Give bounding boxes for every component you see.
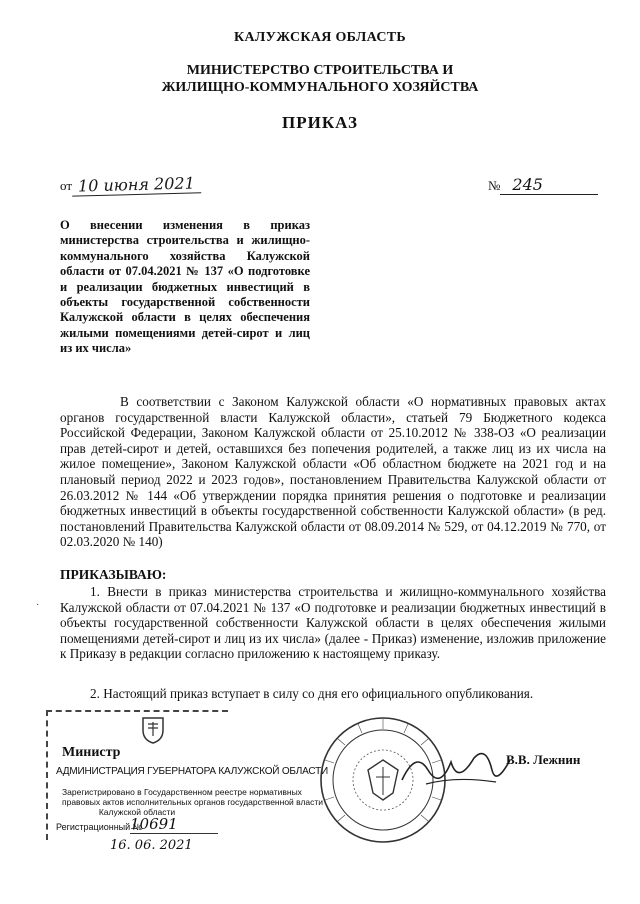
signature-icon (396, 740, 516, 800)
stamp-text-line-2: правовых актов исполнительных органов государственной власти (62, 797, 324, 807)
order-item-1: 1. Внести в приказ министерства строительства и жилищно-коммунального хозяйства Калужской области от 07.04.2021 № 137 «О подготовке и реализации бюджетных инвестиций в объекты государственной собственности Калужской области в целях обеспечения жилыми помещениями детей-сирот и лиц из их числа» (далее - Приказ) изменение, изложив приложение к Приказу в редакции согласно приложению к настоящему приказу. (60, 584, 606, 662)
stamp-text-line-1: Зарегистрировано в Государственном реестре нормативных (62, 787, 302, 797)
signer-name: В.В. Лежнин (506, 752, 581, 767)
ministry-line-2: ЖИЛИЩНО-КОММУНАЛЬНОГО ХОЗЯЙСТВА (161, 80, 479, 95)
registration-date: 16. 06. 2021 (110, 838, 193, 853)
registration-number: 10691 (130, 815, 218, 834)
stamp-text-line-3: Калужской области (98, 807, 176, 817)
region-title: КАЛУЖСКАЯ ОБЛАСТЬ (234, 30, 406, 45)
handwritten-number: 245 (500, 175, 598, 195)
document-type: ПРИКАЗ (282, 113, 358, 132)
minister-label: Министр (62, 745, 121, 760)
handwritten-date: 10 июня 2021 (72, 173, 201, 196)
preamble-paragraph: В соответствии с Законом Калужской области «О нормативных правовых актах органов государственной власти Калужской области», статьей 79 Бюджетного кодекса Российской Федерации, Законом Калужской области от 25.10.2012 № 338-ОЗ «О реализации прав детей-сирот и детей, оставшихся без попечения родителей, а также лиц из их числа на жилое помещение», Законом Калужской области «Об областном бюджете на 2021 год и на плановый период 2022 и 2023 годов», постановлением Правительства Калужской области от 26.03.2012 № 144 «Об утверждении порядка принятия решения о подготовке и реализации бюджетных инвестиций в объекты государственной собственности Калужской области» (в ред. постановлений Правительства Калужской области от 08.09.2014 № 529, от 04.12.2019 № 770, от 02.03.2020 № 140) (60, 394, 606, 550)
coat-of-arms-icon (140, 716, 166, 744)
ministry-name (0, 62, 640, 96)
stamp-registration-text (62, 787, 324, 817)
order-item-2: 2. Настоящий приказ вступает в силу со дня его официального опубликования. (90, 686, 534, 701)
ministry-line-1: МИНИСТЕРСТВО СТРОИТЕЛЬСТВА И (186, 63, 454, 78)
stamp-organization: АДМИНИСТРАЦИЯ ГУБЕРНАТОРА КАЛУЖСКОЙ ОБЛАСТИ (56, 766, 328, 777)
date-prefix: от (60, 178, 73, 193)
number-prefix: № (488, 178, 501, 193)
date-row (60, 175, 201, 195)
number-row (488, 175, 598, 195)
registration-number-label: Регистрационный № (56, 822, 143, 832)
order-word: ПРИКАЗЫВАЮ: (60, 567, 167, 582)
margin-mark: · (36, 600, 40, 611)
order-subject: О внесении изменения в приказ министерства строительства и жилищно-коммунального хозяйства Калужской области от 07.04.2021 № 137 «О подготовке и реализации бюджетных инвестиций в объекты государственной собственности Калужской области в целях обеспечения жилыми помещениями детей-сирот и лиц из их числа» (60, 218, 310, 356)
